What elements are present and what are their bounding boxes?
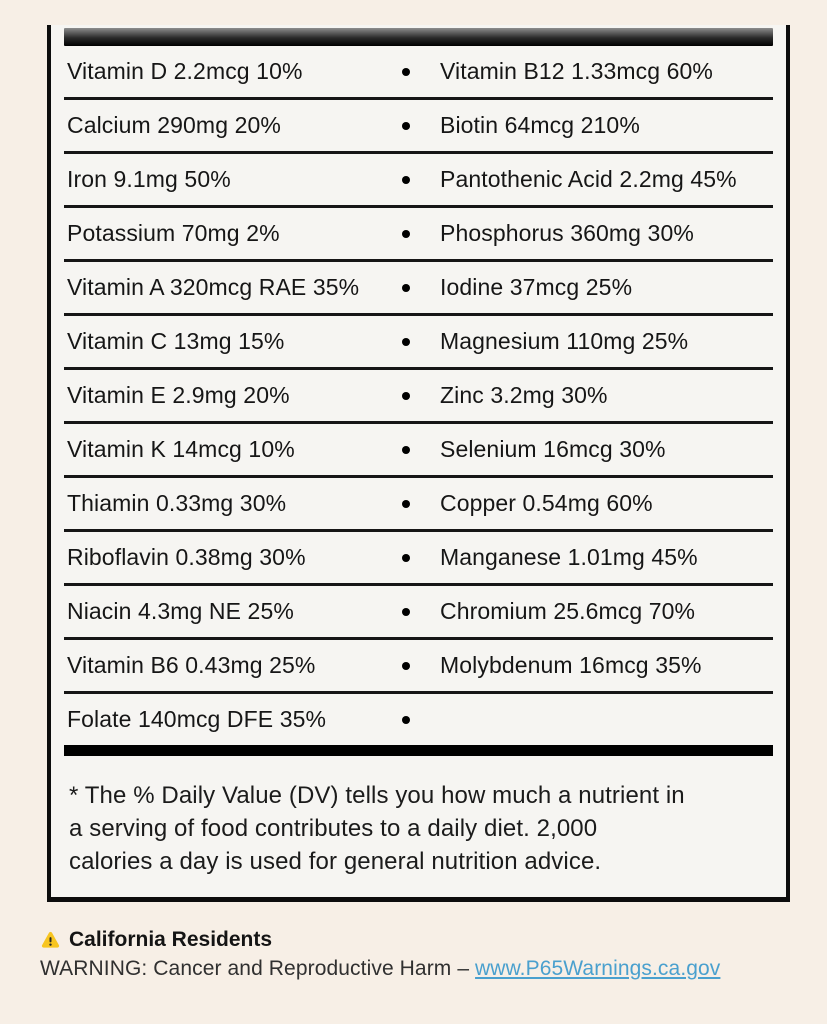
nutrient-row [64, 532, 773, 586]
warning-triangle-icon [40, 930, 61, 950]
nutrient-row [64, 100, 773, 154]
thick-divider-bar [64, 745, 773, 756]
nutrient-right-value: Molybdenum 16mcg 35% [440, 652, 702, 678]
nutrient-row [64, 640, 773, 694]
nutrient-right-value: Zinc 3.2mg 30% [440, 382, 608, 408]
nutrient-left-value: Vitamin D 2.2mcg 10% [67, 58, 303, 84]
bullet-dot-icon [402, 608, 410, 616]
nutrient-row [64, 370, 773, 424]
prop65-warning-line [40, 957, 720, 981]
nutrient-row [64, 694, 773, 745]
bullet-dot-icon [402, 230, 410, 238]
nutrient-row [64, 154, 773, 208]
nutrient-row [64, 262, 773, 316]
nutrient-left-value: Iron 9.1mg 50% [67, 166, 231, 192]
california-residents-label: California Residents [69, 928, 273, 951]
bullet-dot-icon [402, 284, 410, 292]
bullet-dot-icon [402, 554, 410, 562]
california-residents-heading [40, 928, 720, 952]
nutrient-right-value: Magnesium 110mg 25% [440, 328, 689, 354]
california-warning-section [40, 928, 720, 981]
bullet-dot-icon [402, 176, 410, 184]
panel-top-bar [64, 28, 773, 46]
nutrient-right-value: Pantothenic Acid 2.2mg 45% [440, 166, 737, 192]
daily-value-footnote [64, 756, 773, 878]
nutrient-right-value: Biotin 64mcg 210% [440, 112, 640, 138]
nutrient-right-value: Manganese 1.01mg 45% [440, 544, 698, 570]
nutrient-left-value: Vitamin B6 0.43mg 25% [67, 652, 316, 678]
nutrient-left-value: Vitamin A 320mcg RAE 35% [67, 274, 360, 300]
nutrient-right-value: Vitamin B12 1.33mcg 60% [440, 58, 713, 84]
nutrient-left-value: Vitamin K 14mcg 10% [67, 436, 295, 462]
nutrient-left-value: Niacin 4.3mg NE 25% [67, 598, 294, 624]
nutrient-left-value: Potassium 70mg 2% [67, 220, 280, 246]
nutrient-left-value: Folate 140mcg DFE 35% [67, 706, 327, 732]
p65-warnings-link[interactable]: www.P65Warnings.ca.gov [475, 957, 721, 980]
nutrient-left-value: Thiamin 0.33mg 30% [67, 490, 287, 516]
nutrient-row [64, 478, 773, 532]
nutrient-rows-table [64, 46, 773, 745]
supplement-facts-panel [47, 25, 790, 902]
nutrient-left-value: Vitamin E 2.9mg 20% [67, 382, 290, 408]
nutrient-row [64, 46, 773, 100]
nutrient-left-value: Riboflavin 0.38mg 30% [67, 544, 306, 570]
nutrient-right-value: Selenium 16mcg 30% [440, 436, 666, 462]
bullet-dot-icon [402, 716, 410, 724]
prop65-warning-text: WARNING: Cancer and Reproductive Harm – [40, 957, 476, 980]
bullet-dot-icon [402, 122, 410, 130]
nutrient-right-value: Chromium 25.6mcg 70% [440, 598, 696, 624]
bullet-dot-icon [402, 500, 410, 508]
bullet-dot-icon [402, 446, 410, 454]
nutrient-right-value: Iodine 37mcg 25% [440, 274, 633, 300]
nutrient-right-value: Phosphorus 360mg 30% [440, 220, 694, 246]
bullet-dot-icon [402, 68, 410, 76]
nutrient-row [64, 208, 773, 262]
footnote-line: * The % Daily Value (DV) tells you how much a nutrient in [69, 782, 685, 809]
nutrient-left-value: Calcium 290mg 20% [67, 112, 281, 138]
footnote-line: calories a day is used for general nutrition advice. [69, 848, 602, 875]
nutrient-right-value: Copper 0.54mg 60% [440, 490, 653, 516]
footnote-line: a serving of food contributes to a daily diet. 2,000 [69, 815, 598, 842]
bullet-dot-icon [402, 392, 410, 400]
bullet-dot-icon [402, 662, 410, 670]
bullet-dot-icon [402, 338, 410, 346]
nutrient-row [64, 424, 773, 478]
nutrient-row [64, 316, 773, 370]
nutrient-row [64, 586, 773, 640]
nutrient-left-value: Vitamin C 13mg 15% [67, 328, 285, 354]
